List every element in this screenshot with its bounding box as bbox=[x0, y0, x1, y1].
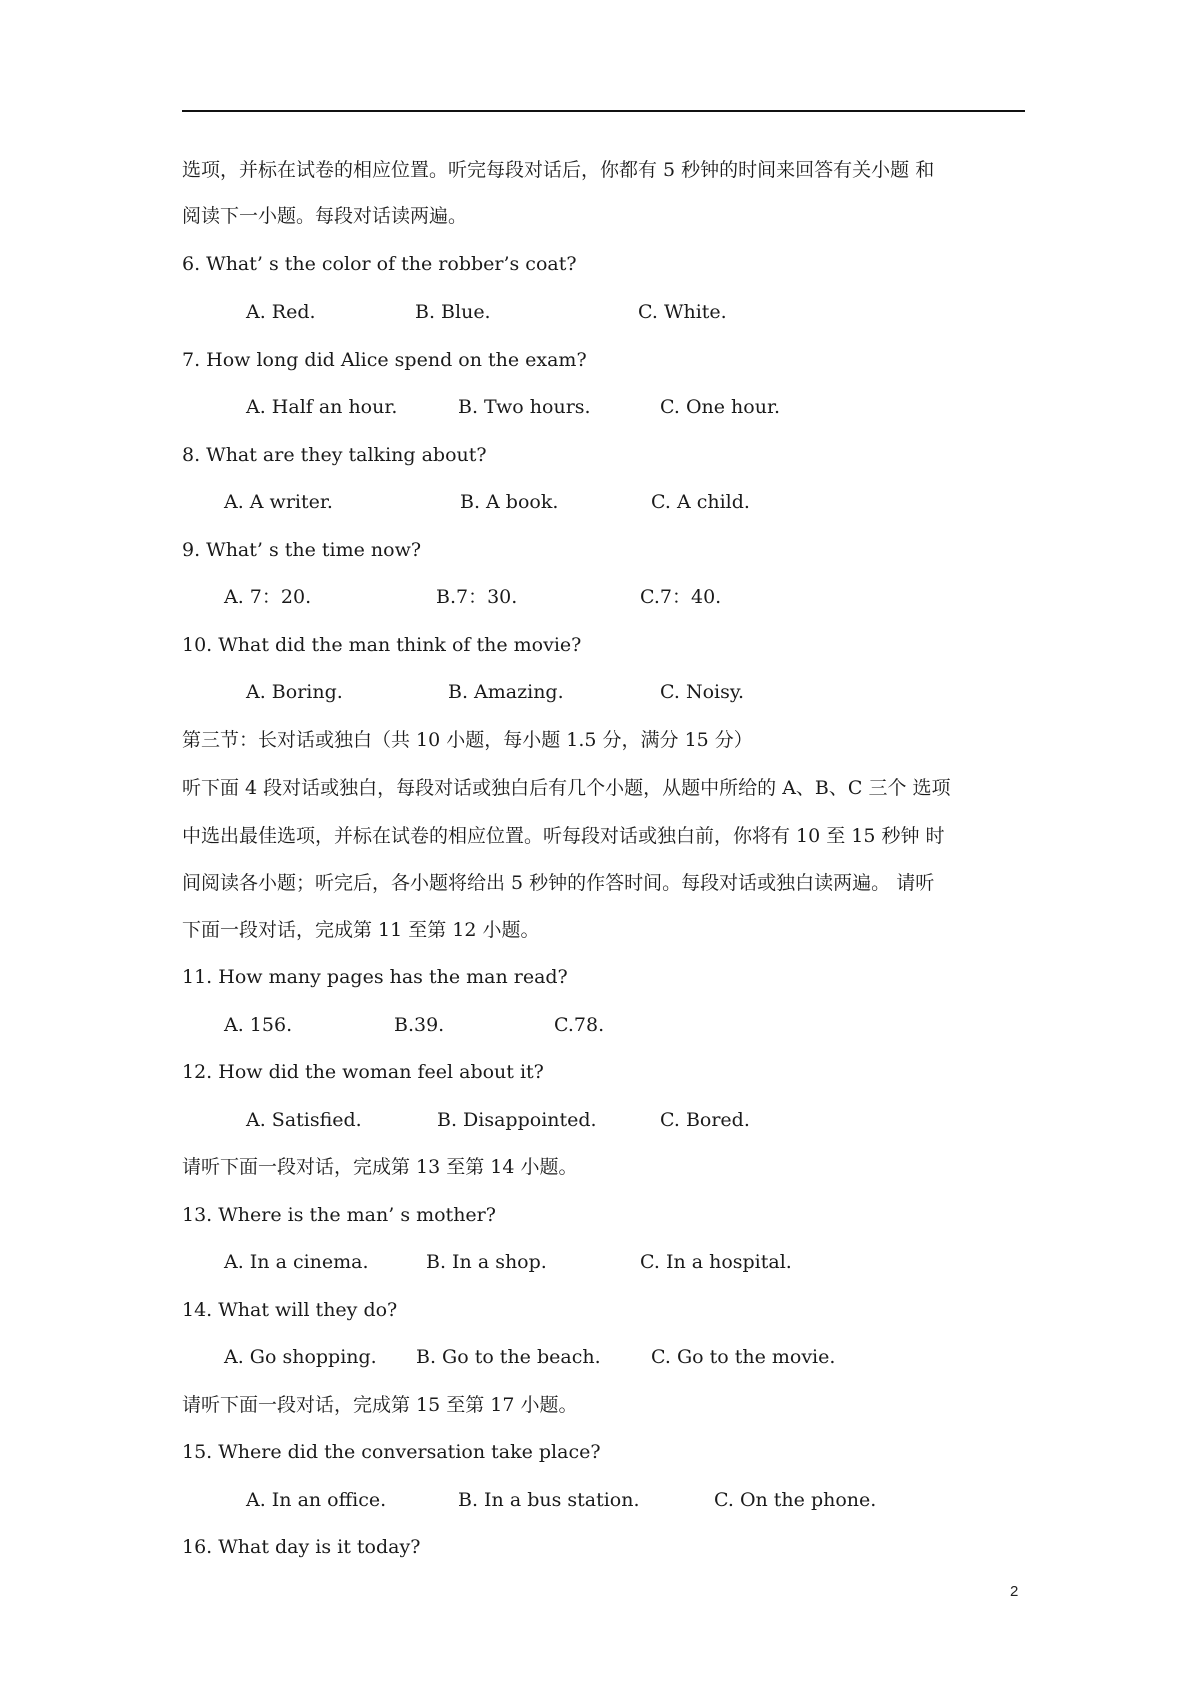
question-15: 15. Where did the conversation take place? bbox=[182, 1441, 601, 1463]
option-c: C.7：40. bbox=[640, 586, 722, 608]
instruction-line: 请听下面一段对话，完成第 15 至第 17 小题。 bbox=[182, 1394, 578, 1416]
question-6: 6. What’ s the color of the robber’s coat? bbox=[182, 253, 577, 275]
option-a: A. Boring. bbox=[246, 681, 343, 703]
option-c: C. Go to the movie. bbox=[651, 1346, 836, 1368]
header-rule bbox=[182, 110, 1025, 112]
option-b: B. Blue. bbox=[415, 301, 491, 323]
question-7: 7. How long did Alice spend on the exam? bbox=[182, 349, 587, 371]
question-9: 9. What’ s the time now? bbox=[182, 539, 422, 561]
instruction-line: 请听下面一段对话，完成第 13 至第 14 小题。 bbox=[182, 1156, 578, 1178]
question-14: 14. What will they do? bbox=[182, 1299, 398, 1321]
option-b: B.39. bbox=[394, 1014, 445, 1036]
question-8: 8. What are they talking about? bbox=[182, 444, 487, 466]
option-b: B. A book. bbox=[460, 491, 559, 513]
question-10: 10. What did the man think of the movie? bbox=[182, 634, 582, 656]
option-a: A. 156. bbox=[224, 1014, 293, 1036]
option-b: B. Two hours. bbox=[458, 396, 591, 418]
option-c: C. Noisy. bbox=[660, 681, 745, 703]
option-c: C.78. bbox=[554, 1014, 605, 1036]
option-a: A. 7：20. bbox=[224, 586, 312, 608]
option-c: C. Bored. bbox=[660, 1109, 750, 1131]
option-a: A. In an office. bbox=[246, 1489, 387, 1511]
question-13: 13. Where is the man’ s mother? bbox=[182, 1204, 496, 1226]
instruction-line: 阅读下一小题。每段对话读两遍。 bbox=[182, 205, 468, 227]
option-c: C. One hour. bbox=[660, 396, 780, 418]
option-a: A. Half an hour. bbox=[246, 396, 398, 418]
option-c: C. In a hospital. bbox=[640, 1251, 792, 1273]
option-a: A. Go shopping. bbox=[224, 1346, 377, 1368]
option-b: B.7：30. bbox=[436, 586, 518, 608]
page-number: 2 bbox=[1010, 1583, 1019, 1600]
option-a: A. Red. bbox=[246, 301, 316, 323]
question-11: 11. How many pages has the man read? bbox=[182, 966, 568, 988]
option-c: C. A child. bbox=[651, 491, 750, 513]
option-b: B. In a bus station. bbox=[458, 1489, 640, 1511]
question-16: 16. What day is it today? bbox=[182, 1536, 421, 1558]
option-b: B. Amazing. bbox=[448, 681, 564, 703]
instruction-line: 下面一段对话，完成第 11 至第 12 小题。 bbox=[182, 919, 540, 941]
instruction-line: 选项，并标在试卷的相应位置。听完每段对话后，你都有 5 秒钟的时间来回答有关小题 和 bbox=[182, 159, 935, 181]
instruction-line: 听下面 4 段对话或独白，每段对话或独白后有几个小题，从题中所给的 A、B、C 三个 选项 bbox=[182, 777, 951, 799]
section-heading: 第三节：长对话或独白（共 10 小题，每小题 1.5 分，满分 15 分） bbox=[182, 729, 753, 751]
option-b: B. Go to the beach. bbox=[416, 1346, 601, 1368]
instruction-line: 间阅读各小题；听完后，各小题将给出 5 秒钟的作答时间。每段对话或独白读两遍。 请听 bbox=[182, 872, 935, 894]
option-a: A. A writer. bbox=[224, 491, 333, 513]
question-12: 12. How did the woman feel about it? bbox=[182, 1061, 544, 1083]
option-c: C. On the phone. bbox=[714, 1489, 877, 1511]
instruction-line: 中选出最佳选项，并标在试卷的相应位置。听每段对话或独白前，你将有 10 至 15 秒钟 时 bbox=[182, 825, 945, 847]
option-a: A. In a cinema. bbox=[224, 1251, 369, 1273]
option-b: B. Disappointed. bbox=[437, 1109, 597, 1131]
option-c: C. White. bbox=[638, 301, 727, 323]
option-b: B. In a shop. bbox=[426, 1251, 547, 1273]
option-a: A. Satisfied. bbox=[246, 1109, 362, 1131]
